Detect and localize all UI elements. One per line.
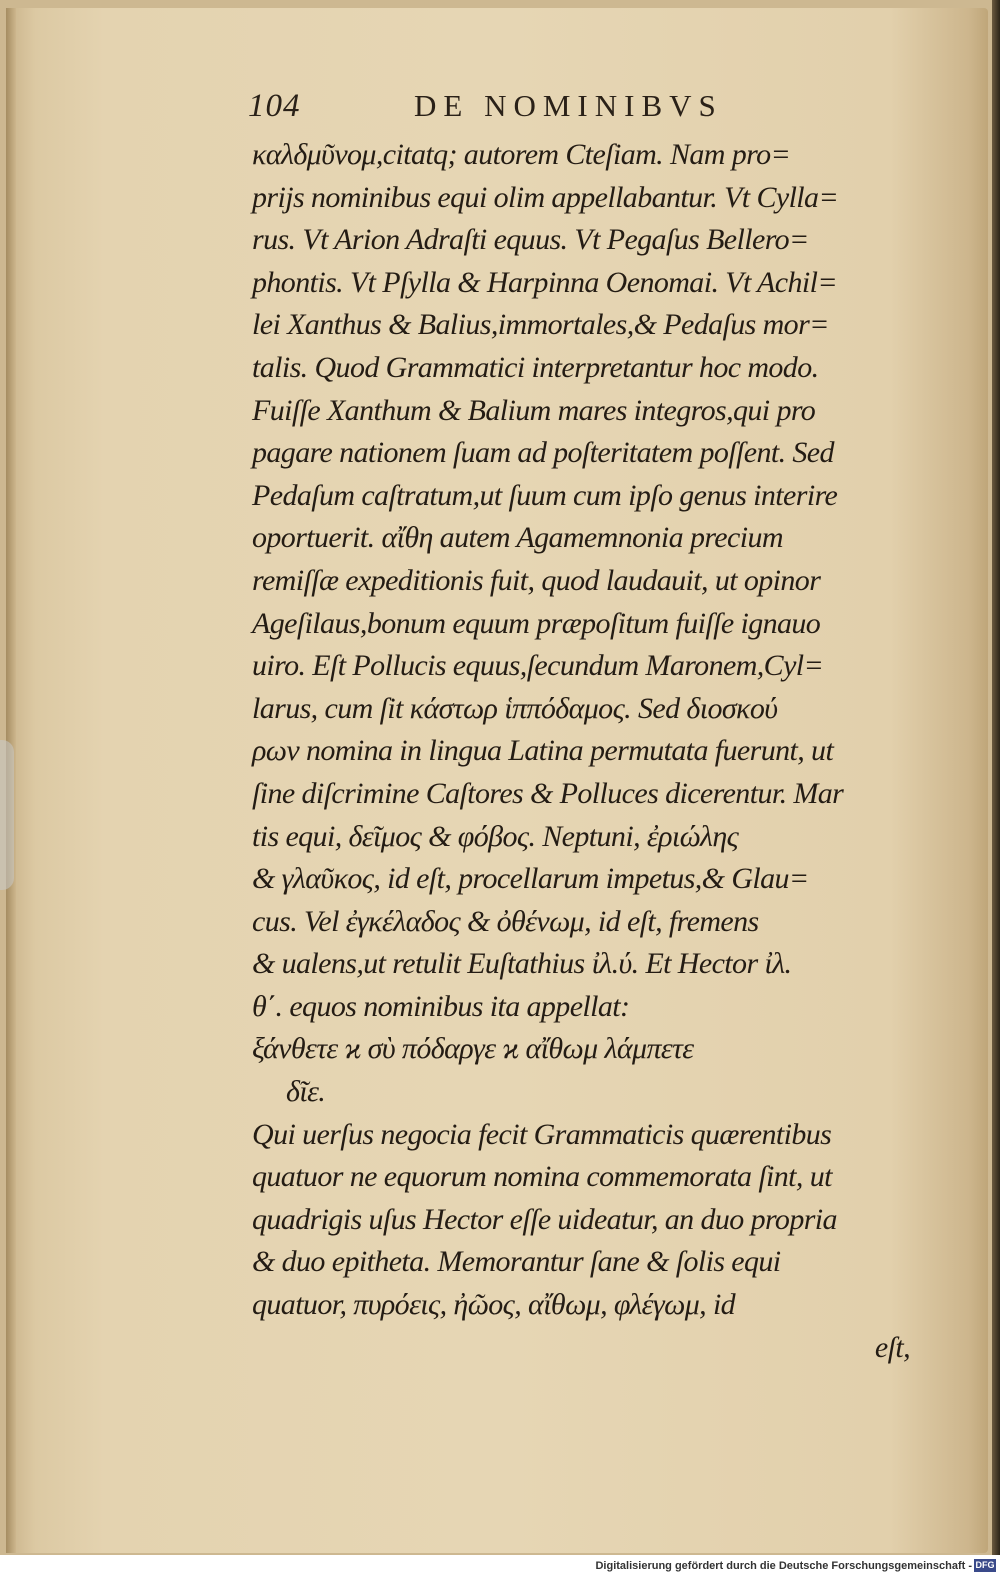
text-line: rus. Vt Arion Adraſti equus. Vt Pegaſus Bellero= — [252, 223, 809, 257]
text-line: larus, cum ſit κάστωρ ἱππόδαμος. Sed διοσκού — [252, 691, 778, 725]
funding-credit: Digitalisierung gefördert durch die Deutsche Forschungsgemeinschaft - — [595, 1560, 972, 1572]
text-line: quatuor, πυρόεις, ἠῶος, αἴθωμ, φλέγωμ, id — [252, 1288, 736, 1322]
text-line: ρων nomina in lingua Latina permutata fuerunt, ut — [252, 734, 834, 768]
page-header — [248, 88, 768, 130]
text-line: oportuerit. αἴθη autem Agamemnonia precium — [252, 521, 783, 555]
body-text — [252, 134, 922, 1369]
text-line: tis equi, δεῖμος & φόβος. Neptuni, ἐριώλης — [252, 819, 739, 853]
running-title: DE NOMINIBVS — [414, 88, 723, 123]
text-line: pagare nationem ſuam ad poſteritatem poſſent. Sed — [252, 436, 834, 470]
footer-bar — [0, 1555, 1000, 1575]
text-line: prijs nominibus equi olim appellabantur. Vt Cylla= — [252, 180, 839, 214]
verse-line: ξάνθετε ϰ σὺ πόδαργε ϰ αἴθωμ λάμπετε — [252, 1032, 694, 1066]
page-clip-mark — [0, 740, 14, 890]
text-line: Pedaſum caſtratum,ut ſuum cum ipſo genus interire — [252, 478, 838, 512]
text-line: καλδμῦνομ,citatq; autorem Cteſiam. Nam pro= — [252, 138, 791, 171]
text-line: & γλαῦκος, id eſt, procellarum impetus,& Glau= — [252, 862, 809, 896]
text-line: & duo epitheta. Memorantur ſane & ſolis equi — [252, 1245, 781, 1279]
catchword-line: eſt, — [874, 1330, 910, 1364]
text-line: Ageſilaus,bonum equum præpoſitum fuiſſe ignauo — [252, 606, 821, 640]
dfg-logo: DFG — [975, 1560, 995, 1570]
text-line: quatuor ne equorum nomina commemorata ſint, ut — [252, 1160, 832, 1194]
text-line: lei Xanthus & Balius,immortales,& Pedaſus mor= — [252, 308, 829, 342]
text-line: ſine diſcrimine Caſtores & Polluces dicerentur. Mar — [252, 776, 844, 810]
book-binding-edge — [992, 0, 1000, 1560]
page-number: 104 — [248, 88, 301, 124]
text-line: θ΄. equos nominibus ita appellat: — [252, 989, 630, 1023]
text-line: cus. Vel ἐγκέλαδος & ὀθένωμ, id eſt, fremens — [252, 904, 759, 938]
text-line: uiro. Eſt Pollucis equus,ſecundum Maronem,Cyl= — [252, 649, 824, 683]
text-line: remiſſæ expeditionis fuit, quod laudauit, ut opinor — [252, 563, 821, 597]
text-line: Qui uerſus negocia fecit Grammaticis quærentibus — [252, 1117, 832, 1151]
text-line: Fuiſſe Xanthum & Balium mares integros,qui pro — [252, 393, 816, 427]
text-line: phontis. Vt Pſylla & Harpinna Oenomai. Vt Achil= — [252, 265, 838, 299]
text-line: talis. Quod Grammatici interpretantur hoc modo. — [252, 350, 819, 384]
verse-line: δῖε. — [286, 1075, 326, 1109]
text-line: & ualens,ut retulit Euſtathius ἰλ.ύ. Et Hector ἰλ. — [252, 947, 792, 981]
text-line: quadrigis uſus Hector eſſe uideatur, an duo propria — [252, 1202, 837, 1236]
